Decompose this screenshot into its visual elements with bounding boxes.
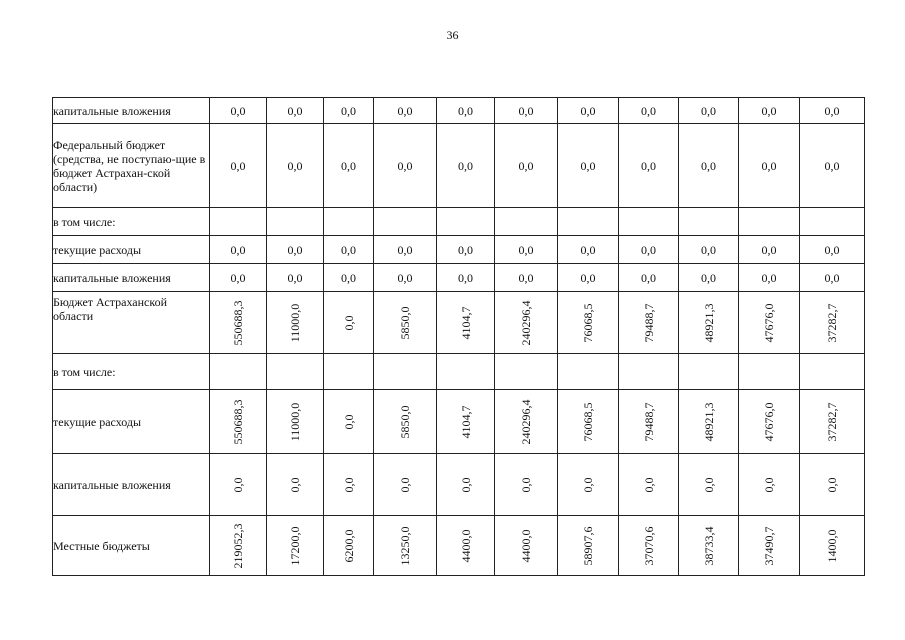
row-label: текущие расходы [53, 236, 210, 264]
row-label: капитальные вложения [53, 264, 210, 292]
table-cell: 0,0 [619, 98, 679, 124]
table-cell [437, 390, 495, 454]
table-cell [558, 454, 619, 516]
table-cell [679, 454, 739, 516]
table-cell [437, 208, 495, 236]
cell-value: 76068,5 [581, 402, 595, 441]
cell-value: 47676,0 [762, 303, 776, 342]
table-cell: 0,0 [495, 236, 558, 264]
table-cell [495, 390, 558, 454]
table-cell [800, 390, 865, 454]
cell-value: 38733,4 [701, 526, 716, 565]
table-cell: 0,0 [324, 236, 374, 264]
table-cell [267, 208, 324, 236]
table-cell: 0,0 [558, 264, 619, 292]
table-cell: 0,0 [800, 124, 865, 208]
table-cell [374, 354, 437, 390]
cell-value: 11000,0 [288, 303, 302, 342]
cell-value: 37282,7 [825, 303, 839, 342]
cell-value: 47676,0 [762, 402, 776, 441]
table-cell [679, 354, 739, 390]
table-cell [374, 390, 437, 454]
cell-value: 58907,6 [581, 526, 595, 565]
row-label: в том числе: [53, 208, 210, 236]
table-cell: 0,0 [679, 264, 739, 292]
cell-value: 79488,7 [641, 402, 656, 441]
table-cell [558, 354, 619, 390]
cell-value: 240296,4 [519, 300, 533, 345]
table-cell [619, 208, 679, 236]
table-cell [324, 208, 374, 236]
cell-value: 0,0 [641, 477, 656, 492]
table-cell: 0,0 [374, 264, 437, 292]
cell-value: 79488,7 [641, 303, 656, 342]
table-cell: 0,0 [210, 264, 267, 292]
table-cell: 0,0 [558, 236, 619, 264]
table-cell [210, 454, 267, 516]
cell-value: 0,0 [701, 477, 716, 492]
table-cell [739, 354, 800, 390]
cell-value: 0,0 [762, 477, 776, 492]
table-cell: 0,0 [739, 98, 800, 124]
table-cell [739, 292, 800, 354]
table-cell [739, 390, 800, 454]
cell-value: 48921,3 [701, 303, 716, 342]
table-cell [437, 354, 495, 390]
cell-value: 0,0 [581, 477, 595, 492]
cell-value: 0,0 [341, 477, 356, 492]
table-cell [679, 390, 739, 454]
table-cell [210, 354, 267, 390]
table-cell: 0,0 [267, 98, 324, 124]
cell-value: 13250,0 [398, 526, 412, 565]
cell-value: 4400,0 [519, 529, 533, 562]
table-cell [374, 516, 437, 576]
page-number: 36 [446, 28, 459, 42]
table-row [53, 208, 865, 236]
table-cell: 0,0 [679, 98, 739, 124]
budget-table [52, 97, 865, 576]
table-cell [619, 390, 679, 454]
cell-value: 4400,0 [458, 529, 473, 562]
table-cell [558, 390, 619, 454]
table-cell [324, 292, 374, 354]
table-cell: 0,0 [619, 124, 679, 208]
table-cell [437, 516, 495, 576]
table-cell [679, 292, 739, 354]
table-cell: 0,0 [374, 98, 437, 124]
table-row [53, 236, 865, 264]
table-row [53, 516, 865, 576]
table-cell: 0,0 [679, 236, 739, 264]
table-cell: 0,0 [210, 98, 267, 124]
table-row [53, 264, 865, 292]
table-cell: 0,0 [495, 98, 558, 124]
table-cell [324, 454, 374, 516]
table-cell [800, 516, 865, 576]
cell-value: 0,0 [519, 477, 533, 492]
cell-value: 0,0 [341, 315, 356, 330]
table-cell: 0,0 [437, 124, 495, 208]
table-cell [267, 292, 324, 354]
cell-value: 0,0 [341, 414, 356, 429]
table-cell [495, 516, 558, 576]
cell-value: 0,0 [458, 477, 473, 492]
table-cell: 0,0 [739, 264, 800, 292]
table-cell: 0,0 [495, 264, 558, 292]
table-cell [558, 292, 619, 354]
table-cell [374, 208, 437, 236]
row-label: Федеральный бюджет (средства, не поступаю-щие в бюджет Астрахан-ской области) [53, 124, 210, 208]
table-cell [739, 516, 800, 576]
table-cell [210, 292, 267, 354]
table-row [53, 124, 865, 208]
cell-value: 0,0 [288, 477, 302, 492]
cell-value: 0,0 [398, 477, 412, 492]
table-cell: 0,0 [800, 264, 865, 292]
table-cell: 0,0 [324, 124, 374, 208]
cell-value: 5850,0 [398, 306, 412, 339]
table-cell [739, 208, 800, 236]
table-row [53, 390, 865, 454]
cell-value: 0,0 [231, 477, 245, 492]
table-cell: 0,0 [324, 98, 374, 124]
table-cell: 0,0 [800, 236, 865, 264]
table-cell [739, 454, 800, 516]
table-cell: 0,0 [210, 124, 267, 208]
table-cell: 0,0 [437, 98, 495, 124]
table-cell [495, 292, 558, 354]
table-cell: 0,0 [267, 124, 324, 208]
table-cell [619, 292, 679, 354]
row-label: Местные бюджеты [53, 516, 210, 576]
table-cell [210, 390, 267, 454]
cell-value: 11000,0 [288, 402, 302, 441]
table-cell: 0,0 [267, 236, 324, 264]
table-cell: 0,0 [267, 264, 324, 292]
cell-value: 1400,0 [825, 529, 839, 562]
table-cell: 0,0 [374, 236, 437, 264]
table-cell [324, 354, 374, 390]
table-row [53, 98, 865, 124]
table-cell [267, 390, 324, 454]
table-cell [619, 354, 679, 390]
table-cell: 0,0 [324, 264, 374, 292]
table-cell [800, 292, 865, 354]
cell-value: 76068,5 [581, 303, 595, 342]
table-cell [210, 516, 267, 576]
table-cell [800, 454, 865, 516]
cell-value: 6200,0 [341, 529, 356, 562]
table-cell [495, 454, 558, 516]
row-label: капитальные вложения [53, 454, 210, 516]
cell-value: 550688,3 [231, 300, 245, 345]
cell-value: 550688,3 [231, 399, 245, 444]
table-cell: 0,0 [558, 98, 619, 124]
table-cell: 0,0 [374, 124, 437, 208]
row-label: в том числе: [53, 354, 210, 390]
table-cell [374, 292, 437, 354]
table-cell: 0,0 [495, 124, 558, 208]
table-row [53, 292, 865, 354]
cell-value: 48921,3 [701, 402, 716, 441]
table-cell: 0,0 [619, 236, 679, 264]
table-cell: 0,0 [437, 236, 495, 264]
table-cell: 0,0 [210, 236, 267, 264]
cell-value: 37490,7 [762, 526, 776, 565]
table-cell [800, 354, 865, 390]
table-cell [679, 516, 739, 576]
table-cell: 0,0 [679, 124, 739, 208]
table-cell [324, 516, 374, 576]
cell-value: 4104,7 [458, 405, 473, 438]
table-cell [800, 208, 865, 236]
row-label: капитальные вложения [53, 98, 210, 124]
cell-value: 37282,7 [825, 402, 839, 441]
table-cell: 0,0 [739, 236, 800, 264]
table-cell [267, 516, 324, 576]
table-cell [437, 292, 495, 354]
table-cell [619, 454, 679, 516]
cell-value: 4104,7 [458, 306, 473, 339]
table-cell: 0,0 [800, 98, 865, 124]
table-row [53, 454, 865, 516]
cell-value: 17200,0 [288, 526, 302, 565]
table-cell [558, 208, 619, 236]
table-cell: 0,0 [437, 264, 495, 292]
table-cell [324, 390, 374, 454]
table-cell: 0,0 [739, 124, 800, 208]
table-cell [495, 354, 558, 390]
table-cell [679, 208, 739, 236]
table-cell: 0,0 [619, 264, 679, 292]
table-cell: 0,0 [558, 124, 619, 208]
table-cell [437, 454, 495, 516]
row-label: текущие расходы [53, 390, 210, 454]
table-cell [267, 454, 324, 516]
cell-value: 0,0 [825, 477, 839, 492]
cell-value: 240296,4 [519, 399, 533, 444]
cell-value: 219052,3 [231, 523, 245, 568]
cell-value: 5850,0 [398, 405, 412, 438]
table-cell [267, 354, 324, 390]
cell-value: 37070,6 [641, 526, 656, 565]
table-row [53, 354, 865, 390]
table-cell [495, 208, 558, 236]
table-cell [210, 208, 267, 236]
table-cell [558, 516, 619, 576]
row-label: Бюджет Астраханской области [53, 292, 210, 354]
table-cell [619, 516, 679, 576]
table-cell [374, 454, 437, 516]
